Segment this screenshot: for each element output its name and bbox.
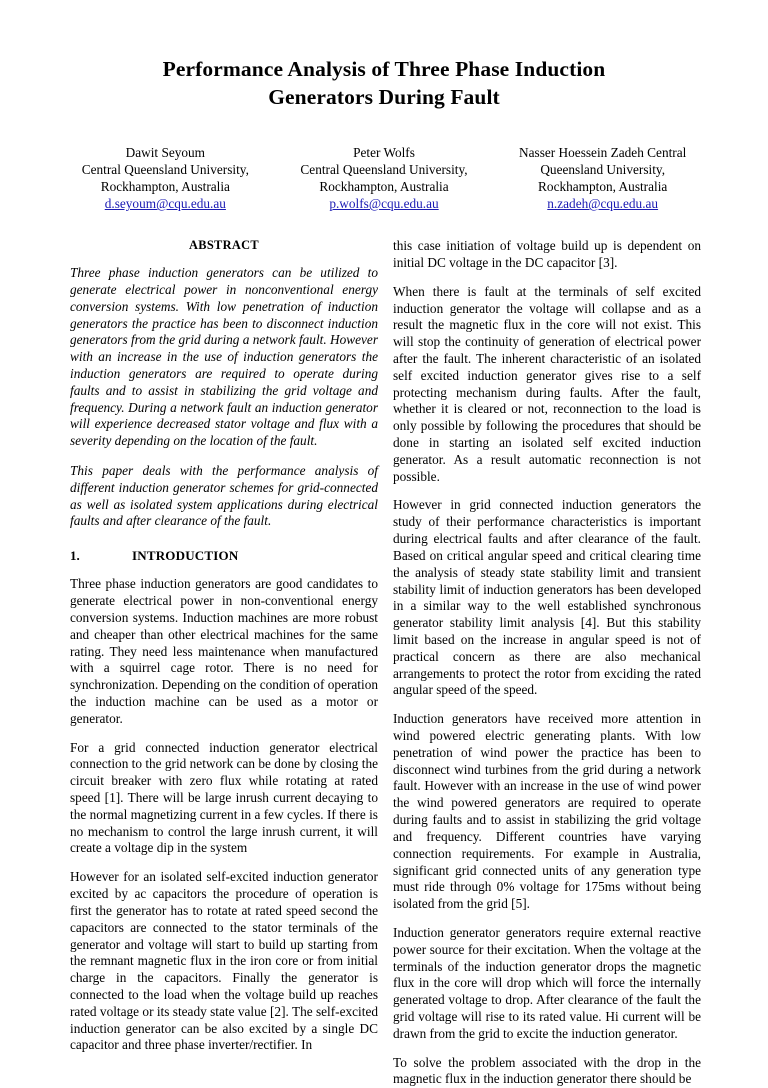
author-entry <box>493 144 712 212</box>
body-paragraph: To solve the problem associated with the drop in the magnetic flux in the induction generator there should be <box>393 1054 701 1087</box>
author-affiliation: Central Queensland University, <box>300 162 468 178</box>
section-heading-introduction <box>70 548 378 564</box>
author-entry <box>56 144 275 212</box>
body-columns <box>0 238 768 1088</box>
author-city: Rockhampton, Australia <box>538 179 668 195</box>
author-name: Nasser Hoessein Zadeh Central <box>519 145 687 161</box>
section-number: 1. <box>70 548 80 564</box>
left-column <box>70 238 378 1088</box>
author-affiliation: Queensland University, <box>540 162 666 178</box>
body-paragraph: For a grid connected induction generator electrical connection to the grid network can be done by closing the circuit breaker with zero flux while rotating at rated speed [1]. There will be large inrush current decaying to the normal magnetizing current in a few cycles. If there is no mechanism to control the large inrush current, it will create a voltage dip in the system <box>70 739 378 856</box>
body-paragraph: However in grid connected induction generators the study of their performance characteristics is important during electrical faults and after clearance of the fault. Based on critical angular speed and critical clearing time the analysis of steady state stability limit and transient stability limit of induction generators has been developed in a similar way to the well established synchronous generator stability limit analysis [4]. But this stability limit based on the increase in angular speed is not of practical concern as there are also mechanical arrangements to protect the rotor from exciding the rated angular speed of the speed. <box>393 497 701 698</box>
author-city: Rockhampton, Australia <box>100 179 230 195</box>
body-paragraph: When there is fault at the terminals of self excited induction generator the voltage will collapse and as a result the magnetic flux in the core will not exist. This will stop the continuity of generation of electrical power after the fault. The inherent characteristic of an isolated self excited induction generator gives rise to a self protecting mechanism during faults. After the fault, whether it is cleared or not, reconnection to the load is only possible by following the procedures that should be done in starting an isolated self excited induction generator. As a result automatic reconnection is not possible. <box>393 283 701 484</box>
abstract-paragraph: This paper deals with the performance analysis of different induction generator schemes for grid-connected as well as isolated system applications during electrical faults and after clearance of the fault. <box>70 463 378 529</box>
body-paragraph: this case initiation of voltage build up is dependent on initial DC voltage in the DC capacitor [3]. <box>393 238 701 270</box>
body-paragraph: Three phase induction generators are good candidates to generate electrical power in non-conventional energy conversion systems. Induction machines are more robust and cheaper than other electrical machines for the same rating. They need less maintenance when manufactured with a squirrel cage rotor. There is no need for synchronization. Depending on the condition of operation the induction machine can be used as a motor or generator. <box>70 576 378 726</box>
page-title <box>96 56 672 111</box>
author-email-link[interactable]: n.zadeh@cqu.edu.au <box>547 196 659 212</box>
author-email-link[interactable]: d.seyoum@cqu.edu.au <box>104 196 226 212</box>
title-line-2: Generators During Fault <box>268 84 500 109</box>
author-name: Peter Wolfs <box>353 145 415 161</box>
author-email-link[interactable]: p.wolfs@cqu.edu.au <box>329 196 439 212</box>
author-name: Dawit Seyoum <box>125 145 206 161</box>
author-city: Rockhampton, Australia <box>319 179 449 195</box>
abstract-paragraph: Three phase induction generators can be utilized to generate electrical power in nonconventional energy conversion systems. With low penetration of induction generators the practice has been to disconnect induction generators from the grid during a network fault. However with an increase in the use of induction generators the induction generators are required to operate during faults and to assist in stabilizing the grid voltage and frequency. During a network fault an induction generator will experience decreased stator voltage and flux with a severity depending on the location of the fault. <box>70 265 378 449</box>
title-line-1: Performance Analysis of Three Phase Induction <box>162 57 606 81</box>
abstract-heading: ABSTRACT <box>189 238 259 253</box>
right-column <box>393 238 701 1088</box>
body-paragraph: Induction generator generators require external reactive power source for their excitation. When the voltage at the terminals of the induction generator drops the magnetic flux in the core will drop which will force the internally generated voltage to drop. After clearance of the fault the grid voltage will rise to its rated value. Hi current will be drawn from the grid to excite the induction generator. <box>393 924 701 1041</box>
body-paragraph: However for an isolated self-excited induction generator excited by ac capacitors the procedure of operation is first the generator has to rotate at rated speed second the capacitors are connected to the stator terminals of the generator and voltage will start to build up starting from the remnant magnetic flux in the iron core or from initial charge in the capacitors. Finally the generator is connected to the load when the voltage build up reaches rated voltage or its steady state value [2]. The self-excited induction generator can be also excited by a single DC capacitor and three phase inverter/rectifier. In <box>70 869 378 1053</box>
author-block <box>0 144 768 212</box>
body-paragraph: Induction generators have received more attention in wind powered electric generating plants. With low penetration of wind power the practice has been to disconnect wind turbines from the grid during a network fault. However with an increase in the use of wind power the wind powered generators are required to operate during faults and to assist in stabilizing the grid voltage and frequency. Different countries have varying connection requirements. For example in Australia, significant grid connected units of any generation type must ride through 0% voltage for 175ms without being isolated from the grid [5]. <box>393 711 701 912</box>
section-label: INTRODUCTION <box>132 548 239 564</box>
author-entry <box>275 144 494 212</box>
author-affiliation: Central Queensland University, <box>81 162 249 178</box>
title-block <box>0 0 768 111</box>
